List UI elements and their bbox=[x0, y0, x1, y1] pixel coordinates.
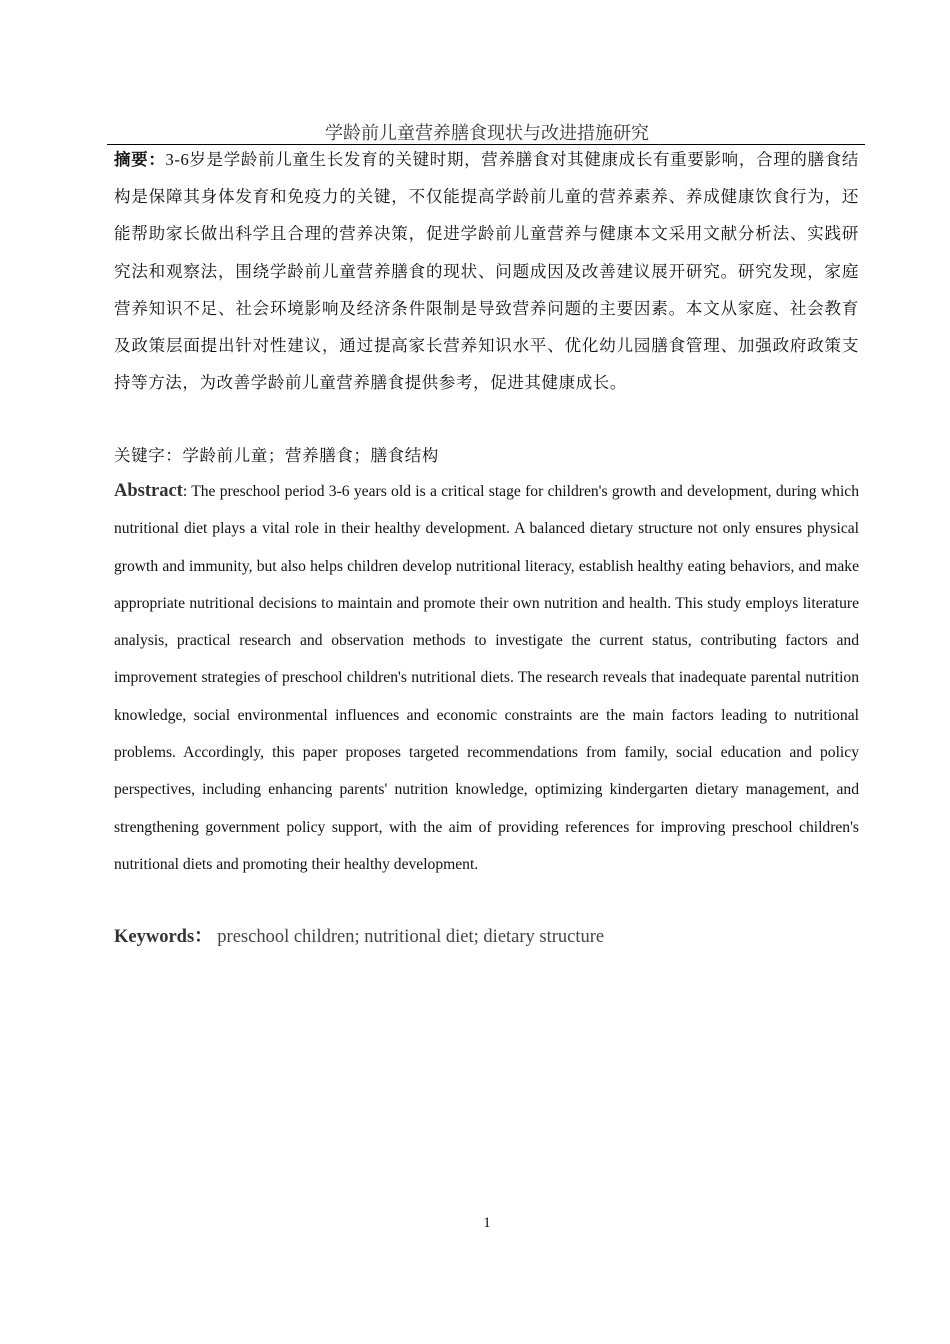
chinese-abstract-label: 摘要： bbox=[114, 150, 166, 169]
english-abstract-text: : The preschool period 3-6 years old is a critical stage for children's growth and development, during which nutritional diet plays a vital role in their healthy development. A balanced dietary structure not only ensures physical growth and immunity, but also helps children develop nutritional literacy, establish healthy eating behaviors, and make appropriate nutritional decisions to maintain and promote their own nutrition and health. This study employs literature analysis, practical research and observation methods to investigate the current status, contributing factors and improvement strategies of preschool children's nutritional diets. The research reveals that inadequate parental nutrition knowledge, social environmental influences and economic constraints are the main factors leading to nutritional problems. Accordingly, this paper proposes targeted recommendations from family, social education and policy perspectives, including enhancing parents' nutrition knowledge, optimizing kindergarten dietary management, and strengthening government policy support, with the aim of providing references for improving preschool children's nutritional diets and promoting their healthy development. bbox=[114, 483, 859, 873]
chinese-keywords-text: 学龄前儿童；营养膳食；膳食结构 bbox=[182, 446, 439, 465]
chinese-keywords bbox=[114, 438, 859, 474]
english-abstract bbox=[114, 473, 859, 883]
chinese-keywords-label: 关键字： bbox=[114, 446, 183, 465]
english-abstract-label: Abstract bbox=[114, 481, 183, 501]
document-title: 学龄前儿童营养膳食现状与改进措施研究 bbox=[325, 123, 649, 143]
english-keywords bbox=[114, 919, 859, 955]
english-keywords-label: Keywords： bbox=[114, 927, 213, 947]
english-keywords-text: preschool children; nutritional diet; dietary structure bbox=[212, 927, 605, 947]
chinese-abstract-text: 3-6岁是学龄前儿童生长发育的关键时期，营养膳食对其健康成长有重要影响，合理的膳食结构是保障其身体发育和免疫力的关键，不仅能提高学龄前儿童的营养素养、养成健康饮食行为，还能帮助家长做出科学且合理的营养决策，促进学龄前儿童营养与健康本文采用文献分析法、实践研究法和观察法，围绕学龄前儿童营养膳食的现状、问题成因及改善建议展开研究。研究发现，家庭营养知识不足、社会环境影响及经济条件限制是导致营养问题的主要因素。本文从家庭、社会教育及政策层面提出针对性建议，通过提高家长营养知识水平、优化幼儿园膳食管理、加强政府政策支持等方法，为改善学龄前儿童营养膳食提供参考，促进其健康成长。 bbox=[114, 150, 859, 393]
chinese-abstract bbox=[114, 141, 859, 401]
page-number: 1 bbox=[483, 1215, 491, 1231]
